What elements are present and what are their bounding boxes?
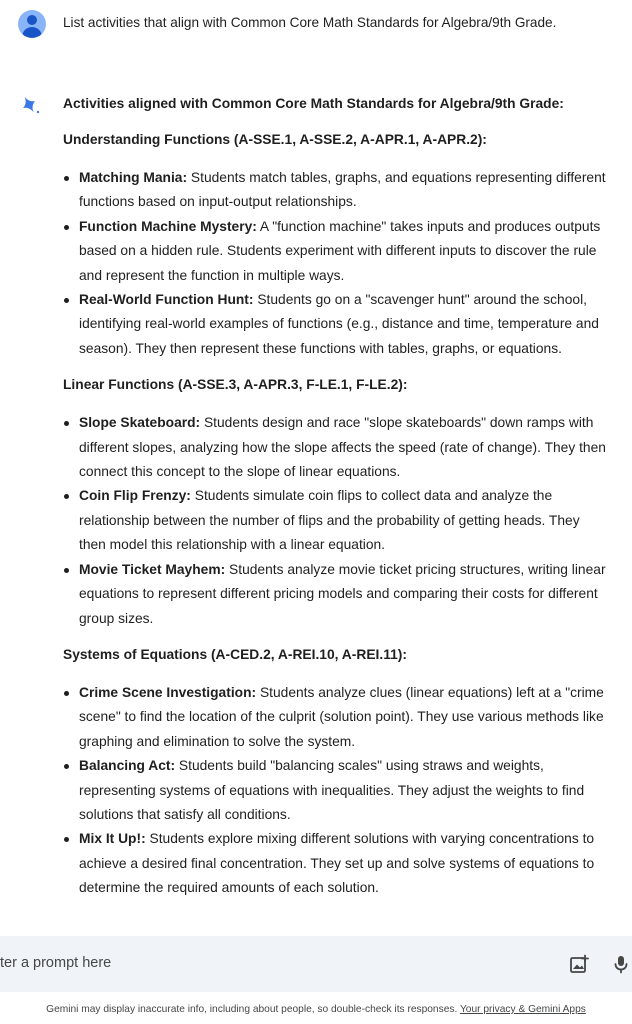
list-item: Movie Ticket Mayhem: Students analyze movie ticket pricing structures, writing linear equations to represent different pricing models and comparing their costs for different group sizes. xyxy=(79,558,608,631)
activity-list-systems-of-equations xyxy=(63,681,608,901)
prompt-input-bar[interactable] xyxy=(0,936,632,992)
response-heading: Activities aligned with Common Core Math Standards for Algebra/9th Grade: xyxy=(63,96,564,111)
activity-list-understanding-functions xyxy=(63,166,608,361)
user-avatar-icon[interactable] xyxy=(18,10,46,38)
list-item: Matching Mania: Students match tables, graphs, and equations representing different functions based on input-output relationships. xyxy=(79,166,608,215)
section-title-linear-functions: Linear Functions (A-SSE.3, A-APR.3, F-LE.1, F-LE.2): xyxy=(63,377,408,393)
privacy-link[interactable]: Your privacy & Gemini Apps xyxy=(459,1004,586,1015)
list-item: Function Machine Mystery: A "function machine" takes inputs and produces outputs based on a hidden rule. Students experiment with different inputs to discover the rule and represent the function in multiple ways. xyxy=(79,215,608,288)
user-prompt-row xyxy=(0,8,632,42)
list-item: Coin Flip Frenzy: Students simulate coin flips to collect data and analyze the relationship between the number of flips and the probability of getting heads. They then model this relationship with a linear equation. xyxy=(79,484,608,557)
disclaimer-text: Gemini may display inaccurate info, including about people, so double-check its responses. xyxy=(46,1004,460,1015)
list-item: Crime Scene Investigation: Students analyze clues (linear equations) left at a "crime scene" to find the location of the culprit (solution point). They use various methods like graphing and elimination to solve the system. xyxy=(79,681,608,754)
list-item: Slope Skateboard: Students design and race "slope skateboards" down ramps with different slopes, analyzing how the slope affects the speed (rate of change). They then connect this concept to the slope of linear equations. xyxy=(79,411,608,484)
section-title-systems-of-equations: Systems of Equations (A-CED.2, A-REI.10, A-REI.11): xyxy=(63,646,407,662)
list-item: Balancing Act: Students build "balancing scales" using straws and weights, representing systems of equations with inequalities. They adjust the weights to find solutions that satisfy all conditions. xyxy=(79,754,608,827)
microphone-icon[interactable] xyxy=(610,953,632,975)
scroll-fade xyxy=(0,900,632,936)
footer-disclaimer xyxy=(0,1004,632,1015)
add-image-icon[interactable] xyxy=(568,954,590,976)
gemini-sparkle-icon xyxy=(20,94,40,114)
activity-list-linear-functions xyxy=(63,411,608,631)
list-item: Mix It Up!: Students explore mixing different solutions with varying concentrations to achieve a desired final concentration. They set up and solve systems of equations to determine the required amounts of each solution. xyxy=(79,827,608,900)
list-item: Real-World Function Hunt: Students go on a "scavenger hunt" around the school, identifying real-world examples of functions (e.g., distance and time, temperature and season). They then represent these functions with tables, graphs, or equations. xyxy=(79,288,608,361)
user-prompt-text: List activities that align with Common Core Math Standards for Algebra/9th Grade. xyxy=(63,15,557,30)
section-title-understanding-functions: Understanding Functions (A-SSE.1, A-SSE.2, A-APR.1, A-APR.2): xyxy=(63,132,487,147)
prompt-input[interactable]: ter a prompt here xyxy=(0,955,112,971)
response-body xyxy=(63,92,608,901)
